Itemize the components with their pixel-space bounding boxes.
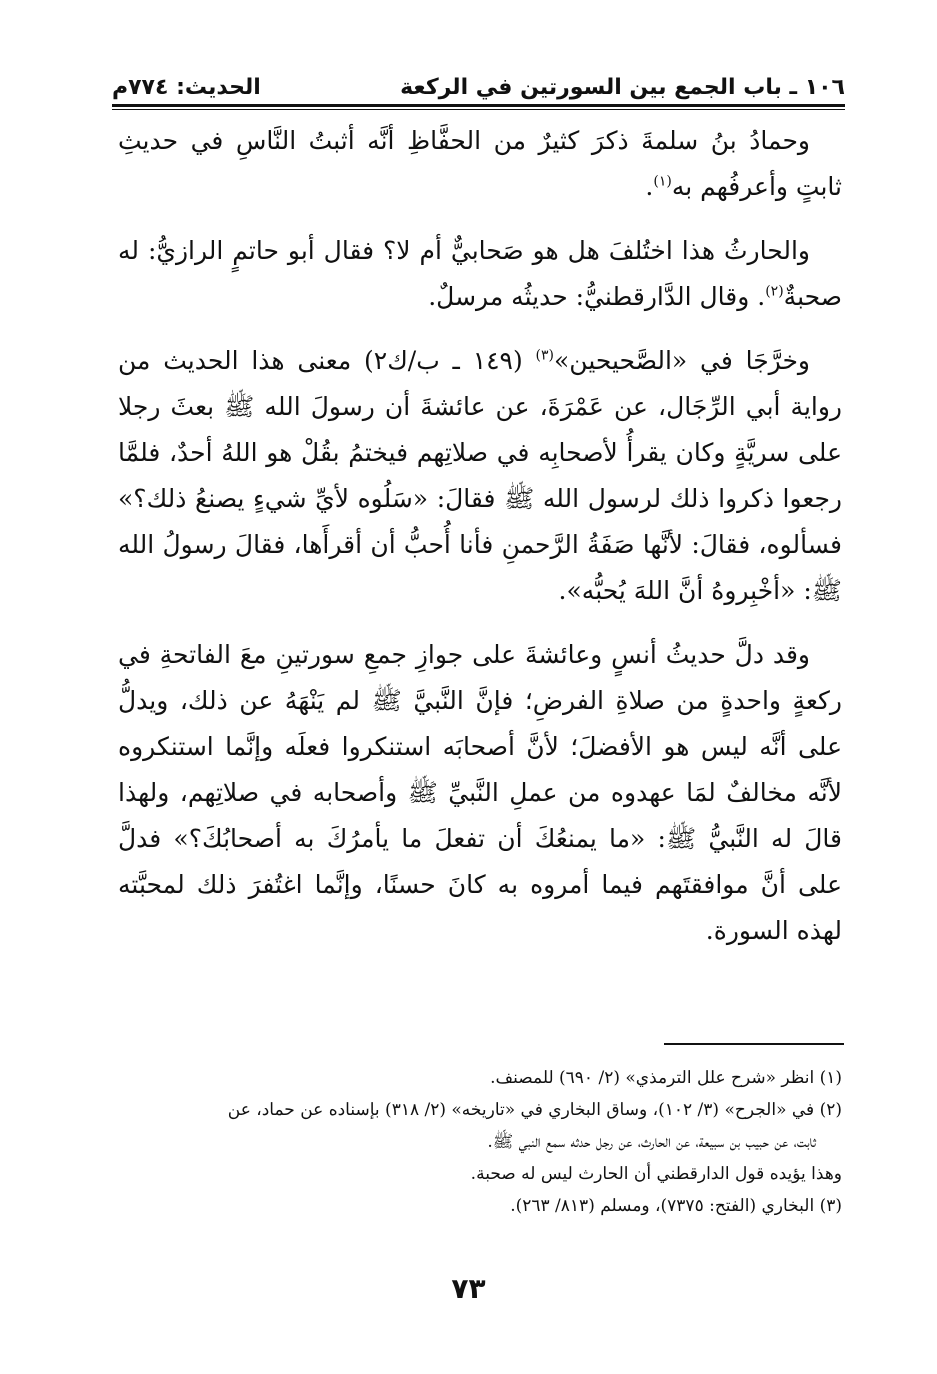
running-header xyxy=(112,60,845,100)
footnote-2-continuation: ثابت، عن حبيب بن سبيعة، عن الحارث، عن رجل حدثه سمع النبي ﷺ. xyxy=(487,1132,816,1152)
footnote-1: (١) انظر «شرح علل الترمذي» (٢/ ٦٩٠) للمصنف. xyxy=(490,1068,842,1088)
footnote-2: (٢) في «الجرح» (٣/ ١٠٢)، وساق البخاري في «تاريخه» (٢/ ٣١٨) بإسناده عن حماد، عن xyxy=(227,1100,842,1120)
chapter-title: ١٠٦ ـ باب الجمع بين السورتين في الركعة xyxy=(400,75,845,100)
footnote-ref-1: (١) xyxy=(653,173,672,190)
page-number: ٧٣ xyxy=(451,1272,486,1305)
header-rule-thin xyxy=(112,109,845,110)
footnote-3: (٣) البخاري (الفتح: ٧٣٧٥)، ومسلم (٨١٣/ ٢٦٣). xyxy=(510,1196,842,1216)
footnote-ref-2: (٢) xyxy=(765,283,784,300)
header-rule xyxy=(112,104,845,107)
footnote-2-remark: وهذا يؤيده قول الدارقطني أن الحارث ليس له صحبة. xyxy=(470,1164,842,1184)
paragraph-2: والحارثُ هذا اختُلفَ هل هو صَحابيٌّ أم لا؟ فقال أبو حاتمٍ الرازيُّ: له صحبةٌ$^{(٢)}$. وقال الدَّارقطنيُّ: حديثُه مرسلٌ. xyxy=(118,236,842,311)
paragraph-1: وحمادُ بنُ سلمةَ ذكرَ كثيرٌ من الحفَّاظِ أنَّه أثبتُ النَّاسِ في حديثِ ثابتٍ وأعرفُهم به$^{(١)}$. xyxy=(118,126,842,201)
footnote-separator xyxy=(664,1043,844,1045)
paragraph-4: وقد دلَّ حديثُ أنسٍ وعائشةَ على جوازِ جمعِ سورتينِ معَ الفاتحةِ في ركعةٍ واحدةٍ من صلاةِ الفرضِ؛ فإنَّ النَّبيَّ ﷺ لم يَنْهَهُ عن ذلك، ويدلُّ على أنَّه ليس هو الأفضلَ؛ لأنَّ أصحابَه استنكروا فعلَه وإنَّما استنكروه لأنَّه مخالفٌ لمَا عهدوه من عملِ النَّبيِّ ﷺ وأصحابه في صلاتِهم، ولهذا قالَ له النَّبيُّ ﷺ: «ما يمنعُكَ أن تفعلَ ما يأمرُكَ به أصحابُكَ؟» فدلَّ على أنَّ موافقتَهم فيما أمروه به كانَ حسنًا، وإنَّما اغتُفرَ ذلك لمحبَّته لهذه السورة. xyxy=(118,640,842,945)
paragraph-3: وخرَّجَا في «الصَّحيحين»$^{(٣)}$ (١٤٩ ـ ب/ك٢) معنى هذا الحديث من رواية أبي الرِّجَال، عن عَمْرَةَ، عن عائشةَ أن رسولَ الله ﷺ بعثَ رجلا على سريَّةٍ وكان يقرأُ لأصحابِه في صلاتِهم فيختمُ بقُلْ هو اللهُ أحدٌ، فلمَّا رجعوا ذكروا ذلك لرسول الله ﷺ فقالَ: «سَلُوه لأيِّ شيءٍ يصنعُ ذلك؟» فسألوه، فقالَ: لأنَّها صَفَةُ الرَّحمنِ فأنا أُحبُّ أن أقرأَها، فقالَ رسولُ الله ﷺ: «أخْبِروهُ أنَّ اللهَ يُحبُّه». xyxy=(118,346,842,605)
hadith-reference: الحديث: ٧٧٤م xyxy=(112,75,261,100)
footnotes xyxy=(118,1062,842,1222)
footnote-ref-3: (٣) xyxy=(535,347,554,364)
main-text xyxy=(118,118,842,972)
